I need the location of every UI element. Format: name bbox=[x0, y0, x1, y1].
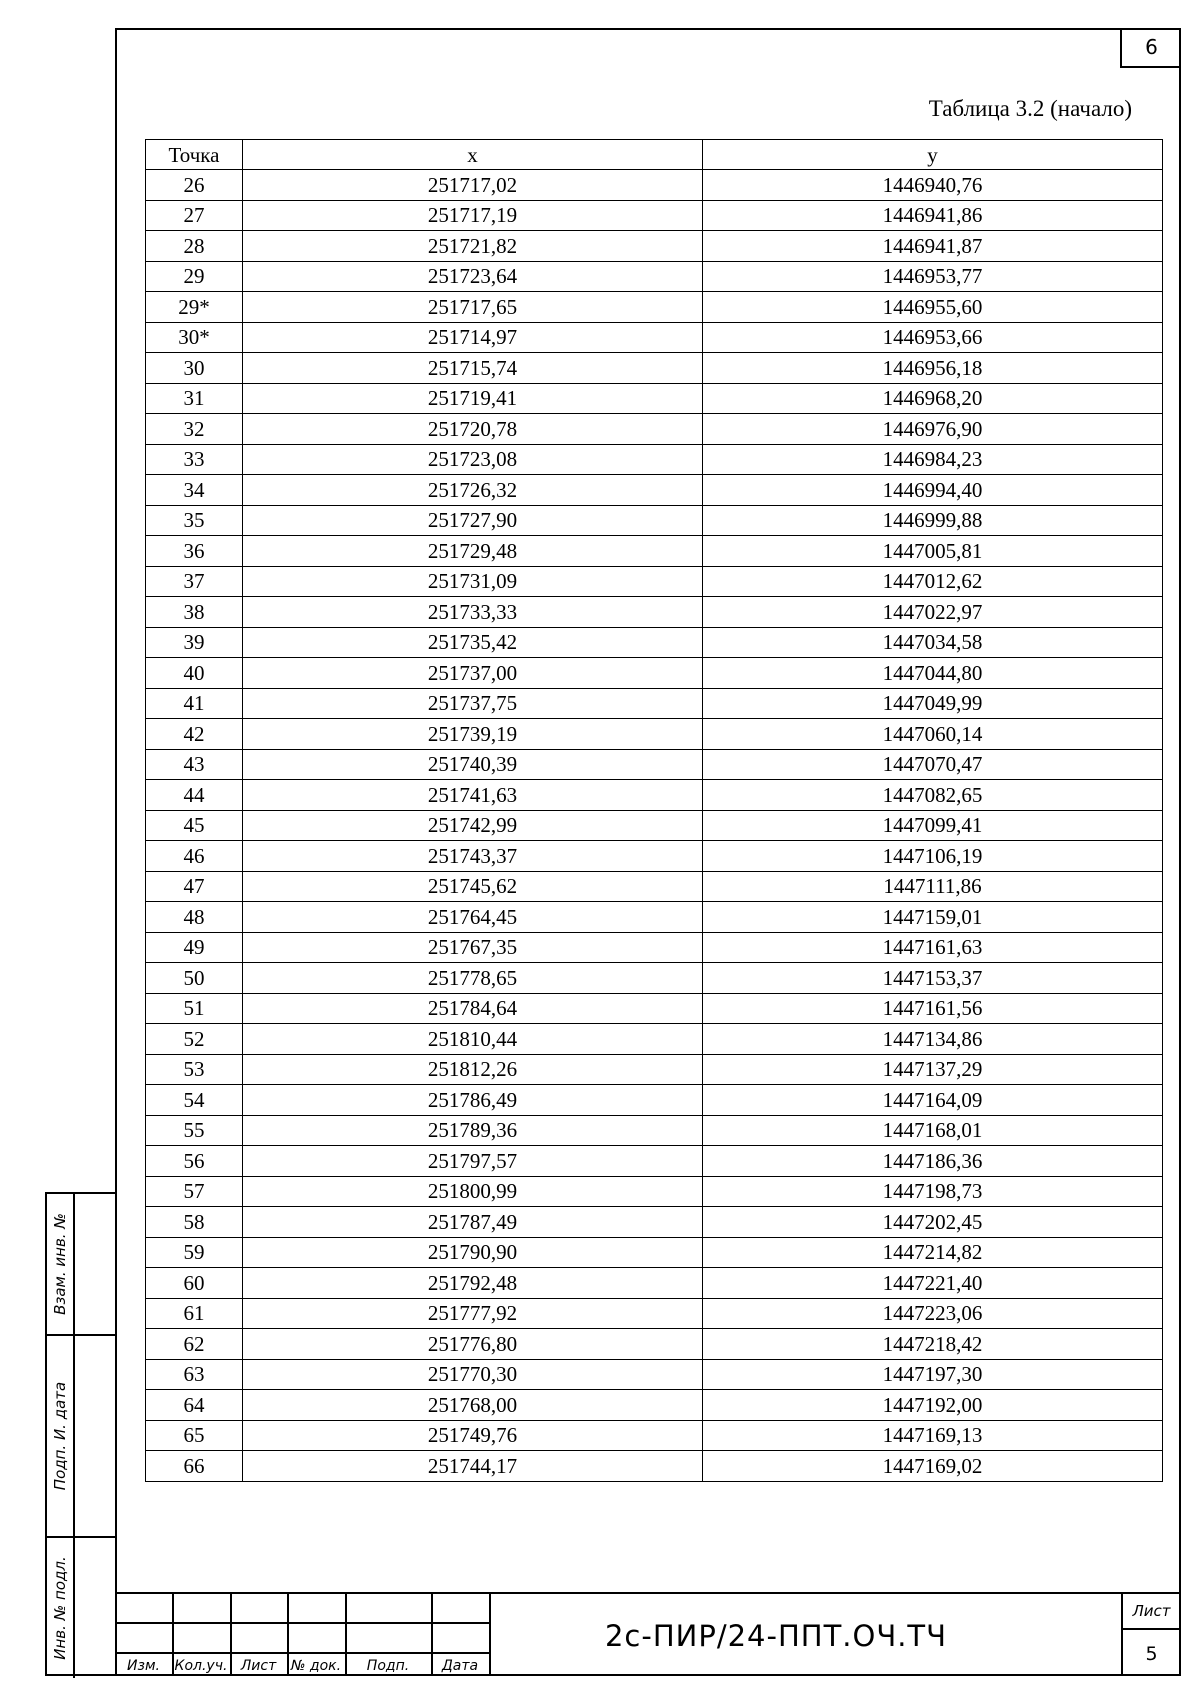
side-label-podp: Подп. И. дата bbox=[51, 1381, 69, 1491]
table-row bbox=[146, 414, 1163, 445]
header-point: Точка bbox=[146, 140, 243, 170]
cell-x: 251723,64 bbox=[243, 261, 703, 292]
cell-y: 1447099,41 bbox=[703, 810, 1163, 841]
cell-point: 66 bbox=[146, 1451, 243, 1482]
cell-x: 251741,63 bbox=[243, 780, 703, 811]
cell-y: 1447153,37 bbox=[703, 963, 1163, 994]
cell-x: 251790,90 bbox=[243, 1237, 703, 1268]
table-row bbox=[146, 993, 1163, 1024]
cell-y: 1447159,01 bbox=[703, 902, 1163, 933]
cell-x: 251735,42 bbox=[243, 627, 703, 658]
cell-y: 1447168,01 bbox=[703, 1115, 1163, 1146]
table-row bbox=[146, 871, 1163, 902]
cell-point: 29* bbox=[146, 292, 243, 323]
cell-y: 1446941,87 bbox=[703, 231, 1163, 262]
cell-x: 251743,37 bbox=[243, 841, 703, 872]
cell-y: 1447197,30 bbox=[703, 1359, 1163, 1390]
side-label-inv: Инв. № подл. bbox=[51, 1556, 69, 1660]
table-row bbox=[146, 1176, 1163, 1207]
table-row bbox=[146, 566, 1163, 597]
cell-x: 251717,19 bbox=[243, 200, 703, 231]
cell-x: 251810,44 bbox=[243, 1024, 703, 1055]
cell-x: 251745,62 bbox=[243, 871, 703, 902]
table-row bbox=[146, 505, 1163, 536]
cell-x: 251721,82 bbox=[243, 231, 703, 262]
cell-x: 251800,99 bbox=[243, 1176, 703, 1207]
cell-x: 251733,33 bbox=[243, 597, 703, 628]
tb-label-list: Лист bbox=[240, 1658, 277, 1674]
cell-x: 251770,30 bbox=[243, 1359, 703, 1390]
table-row bbox=[146, 1390, 1163, 1421]
tb-label-izm: Изм. bbox=[127, 1658, 160, 1674]
table-row bbox=[146, 841, 1163, 872]
cell-y: 1447012,62 bbox=[703, 566, 1163, 597]
table-row bbox=[146, 749, 1163, 780]
cell-y: 1447044,80 bbox=[703, 658, 1163, 689]
table-row bbox=[146, 383, 1163, 414]
cell-point: 47 bbox=[146, 871, 243, 902]
cell-y: 1446940,76 bbox=[703, 170, 1163, 201]
table-row bbox=[146, 1024, 1163, 1055]
table-row bbox=[146, 444, 1163, 475]
cell-point: 63 bbox=[146, 1359, 243, 1390]
cell-point: 30* bbox=[146, 322, 243, 353]
table-row bbox=[146, 1146, 1163, 1177]
cell-point: 37 bbox=[146, 566, 243, 597]
cell-x: 251729,48 bbox=[243, 536, 703, 567]
cell-point: 31 bbox=[146, 383, 243, 414]
cell-y: 1447161,56 bbox=[703, 993, 1163, 1024]
cell-x: 251749,76 bbox=[243, 1420, 703, 1451]
table-row bbox=[146, 688, 1163, 719]
cell-point: 42 bbox=[146, 719, 243, 750]
table-row bbox=[146, 597, 1163, 628]
cell-x: 251789,36 bbox=[243, 1115, 703, 1146]
table-body bbox=[146, 170, 1163, 1482]
cell-y: 1447198,73 bbox=[703, 1176, 1163, 1207]
cell-x: 251787,49 bbox=[243, 1207, 703, 1238]
cell-y: 1447218,42 bbox=[703, 1329, 1163, 1360]
table-header-row bbox=[146, 140, 1163, 170]
document-number: 2с-ПИР/24-ППТ.ОЧ.ТЧ bbox=[604, 1619, 948, 1653]
table-row bbox=[146, 536, 1163, 567]
cell-x: 251740,39 bbox=[243, 749, 703, 780]
cell-x: 251776,80 bbox=[243, 1329, 703, 1360]
cell-point: 38 bbox=[146, 597, 243, 628]
side-label-vzam: Взам. инв. № bbox=[51, 1213, 69, 1315]
cell-x: 251777,92 bbox=[243, 1298, 703, 1329]
table-row bbox=[146, 322, 1163, 353]
sheet-label: Лист bbox=[1132, 1602, 1171, 1620]
table-caption: Таблица 3.2 (начало) bbox=[928, 96, 1132, 121]
table-row bbox=[146, 963, 1163, 994]
cell-x: 251719,41 bbox=[243, 383, 703, 414]
cell-point: 60 bbox=[146, 1268, 243, 1299]
cell-point: 65 bbox=[146, 1420, 243, 1451]
side-strip bbox=[45, 1192, 115, 1676]
table-row bbox=[146, 1451, 1163, 1482]
cell-y: 1446976,90 bbox=[703, 414, 1163, 445]
cell-y: 1446994,40 bbox=[703, 475, 1163, 506]
cell-point: 28 bbox=[146, 231, 243, 262]
cell-point: 52 bbox=[146, 1024, 243, 1055]
header-y: y bbox=[703, 140, 1163, 170]
cell-y: 1446941,86 bbox=[703, 200, 1163, 231]
cell-point: 27 bbox=[146, 200, 243, 231]
cell-y: 1447202,45 bbox=[703, 1207, 1163, 1238]
table-row bbox=[146, 292, 1163, 323]
coordinates-table bbox=[145, 139, 1163, 1482]
cell-point: 50 bbox=[146, 963, 243, 994]
cell-y: 1447214,82 bbox=[703, 1237, 1163, 1268]
table-row bbox=[146, 1268, 1163, 1299]
cell-y: 1447186,36 bbox=[703, 1146, 1163, 1177]
title-block bbox=[115, 1592, 1181, 1676]
table-row bbox=[146, 1298, 1163, 1329]
cell-y: 1447169,02 bbox=[703, 1451, 1163, 1482]
side-cell-vzam bbox=[47, 1194, 115, 1336]
cell-x: 251717,02 bbox=[243, 170, 703, 201]
tb-label-data: Дата bbox=[441, 1658, 479, 1674]
cell-y: 1447070,47 bbox=[703, 749, 1163, 780]
cell-point: 62 bbox=[146, 1329, 243, 1360]
cell-point: 57 bbox=[146, 1176, 243, 1207]
top-page-number: 6 bbox=[1120, 28, 1181, 68]
table-row bbox=[146, 780, 1163, 811]
cell-point: 58 bbox=[146, 1207, 243, 1238]
header-x: x bbox=[243, 140, 703, 170]
cell-point: 36 bbox=[146, 536, 243, 567]
cell-y: 1447134,86 bbox=[703, 1024, 1163, 1055]
table-row bbox=[146, 1054, 1163, 1085]
cell-point: 45 bbox=[146, 810, 243, 841]
cell-point: 53 bbox=[146, 1054, 243, 1085]
cell-point: 46 bbox=[146, 841, 243, 872]
cell-y: 1447082,65 bbox=[703, 780, 1163, 811]
cell-y: 1447060,14 bbox=[703, 719, 1163, 750]
cell-y: 1447005,81 bbox=[703, 536, 1163, 567]
cell-y: 1446968,20 bbox=[703, 383, 1163, 414]
table-row bbox=[146, 170, 1163, 201]
cell-y: 1447106,19 bbox=[703, 841, 1163, 872]
cell-x: 251744,17 bbox=[243, 1451, 703, 1482]
table-row bbox=[146, 200, 1163, 231]
cell-x: 251731,09 bbox=[243, 566, 703, 597]
cell-point: 54 bbox=[146, 1085, 243, 1116]
cell-x: 251784,64 bbox=[243, 993, 703, 1024]
cell-point: 29 bbox=[146, 261, 243, 292]
table-row bbox=[146, 231, 1163, 262]
cell-x: 251726,32 bbox=[243, 475, 703, 506]
cell-point: 40 bbox=[146, 658, 243, 689]
cell-x: 251768,00 bbox=[243, 1390, 703, 1421]
cell-y: 1446984,23 bbox=[703, 444, 1163, 475]
cell-x: 251737,75 bbox=[243, 688, 703, 719]
cell-x: 251727,90 bbox=[243, 505, 703, 536]
cell-y: 1446953,66 bbox=[703, 322, 1163, 353]
table-row bbox=[146, 902, 1163, 933]
table-row bbox=[146, 475, 1163, 506]
cell-point: 26 bbox=[146, 170, 243, 201]
cell-point: 56 bbox=[146, 1146, 243, 1177]
table-row bbox=[146, 1420, 1163, 1451]
cell-point: 59 bbox=[146, 1237, 243, 1268]
cell-y: 1447034,58 bbox=[703, 627, 1163, 658]
cell-y: 1447111,86 bbox=[703, 871, 1163, 902]
cell-y: 1447164,09 bbox=[703, 1085, 1163, 1116]
cell-y: 1447161,63 bbox=[703, 932, 1163, 963]
cell-x: 251767,35 bbox=[243, 932, 703, 963]
cell-y: 1447223,06 bbox=[703, 1298, 1163, 1329]
cell-x: 251714,97 bbox=[243, 322, 703, 353]
table-row bbox=[146, 627, 1163, 658]
cell-point: 55 bbox=[146, 1115, 243, 1146]
cell-x: 251812,26 bbox=[243, 1054, 703, 1085]
table-row bbox=[146, 353, 1163, 384]
cell-y: 1447137,29 bbox=[703, 1054, 1163, 1085]
cell-x: 251764,45 bbox=[243, 902, 703, 933]
cell-point: 44 bbox=[146, 780, 243, 811]
cell-y: 1446956,18 bbox=[703, 353, 1163, 384]
cell-point: 64 bbox=[146, 1390, 243, 1421]
cell-x: 251715,74 bbox=[243, 353, 703, 384]
table-row bbox=[146, 719, 1163, 750]
table-row bbox=[146, 1207, 1163, 1238]
cell-x: 251797,57 bbox=[243, 1146, 703, 1177]
cell-y: 1447192,00 bbox=[703, 1390, 1163, 1421]
tb-label-podp: Подп. bbox=[366, 1658, 410, 1674]
table-row bbox=[146, 1237, 1163, 1268]
cell-x: 251739,19 bbox=[243, 719, 703, 750]
cell-y: 1447022,97 bbox=[703, 597, 1163, 628]
cell-y: 1446955,60 bbox=[703, 292, 1163, 323]
side-cell-podp bbox=[47, 1336, 115, 1538]
cell-x: 251792,48 bbox=[243, 1268, 703, 1299]
table-row bbox=[146, 1085, 1163, 1116]
cell-y: 1446999,88 bbox=[703, 505, 1163, 536]
cell-y: 1446953,77 bbox=[703, 261, 1163, 292]
sheet-number: 5 bbox=[1145, 1643, 1158, 1665]
cell-point: 35 bbox=[146, 505, 243, 536]
cell-x: 251723,08 bbox=[243, 444, 703, 475]
table-row bbox=[146, 1359, 1163, 1390]
cell-point: 32 bbox=[146, 414, 243, 445]
table-row bbox=[146, 261, 1163, 292]
cell-point: 48 bbox=[146, 902, 243, 933]
cell-y: 1447169,13 bbox=[703, 1420, 1163, 1451]
table-row bbox=[146, 658, 1163, 689]
cell-y: 1447049,99 bbox=[703, 688, 1163, 719]
table-row bbox=[146, 1329, 1163, 1360]
cell-y: 1447221,40 bbox=[703, 1268, 1163, 1299]
cell-point: 43 bbox=[146, 749, 243, 780]
cell-point: 61 bbox=[146, 1298, 243, 1329]
cell-x: 251717,65 bbox=[243, 292, 703, 323]
tb-label-koluch: Кол.уч. bbox=[174, 1658, 228, 1674]
cell-x: 251742,99 bbox=[243, 810, 703, 841]
cell-point: 41 bbox=[146, 688, 243, 719]
tb-label-ndok: № док. bbox=[290, 1658, 342, 1674]
cell-x: 251778,65 bbox=[243, 963, 703, 994]
table-row bbox=[146, 932, 1163, 963]
cell-x: 251786,49 bbox=[243, 1085, 703, 1116]
cell-point: 51 bbox=[146, 993, 243, 1024]
cell-point: 49 bbox=[146, 932, 243, 963]
cell-point: 33 bbox=[146, 444, 243, 475]
cell-point: 34 bbox=[146, 475, 243, 506]
cell-x: 251737,00 bbox=[243, 658, 703, 689]
cell-x: 251720,78 bbox=[243, 414, 703, 445]
side-cell-inv bbox=[47, 1538, 115, 1678]
table-row bbox=[146, 810, 1163, 841]
cell-point: 39 bbox=[146, 627, 243, 658]
table-row bbox=[146, 1115, 1163, 1146]
cell-point: 30 bbox=[146, 353, 243, 384]
